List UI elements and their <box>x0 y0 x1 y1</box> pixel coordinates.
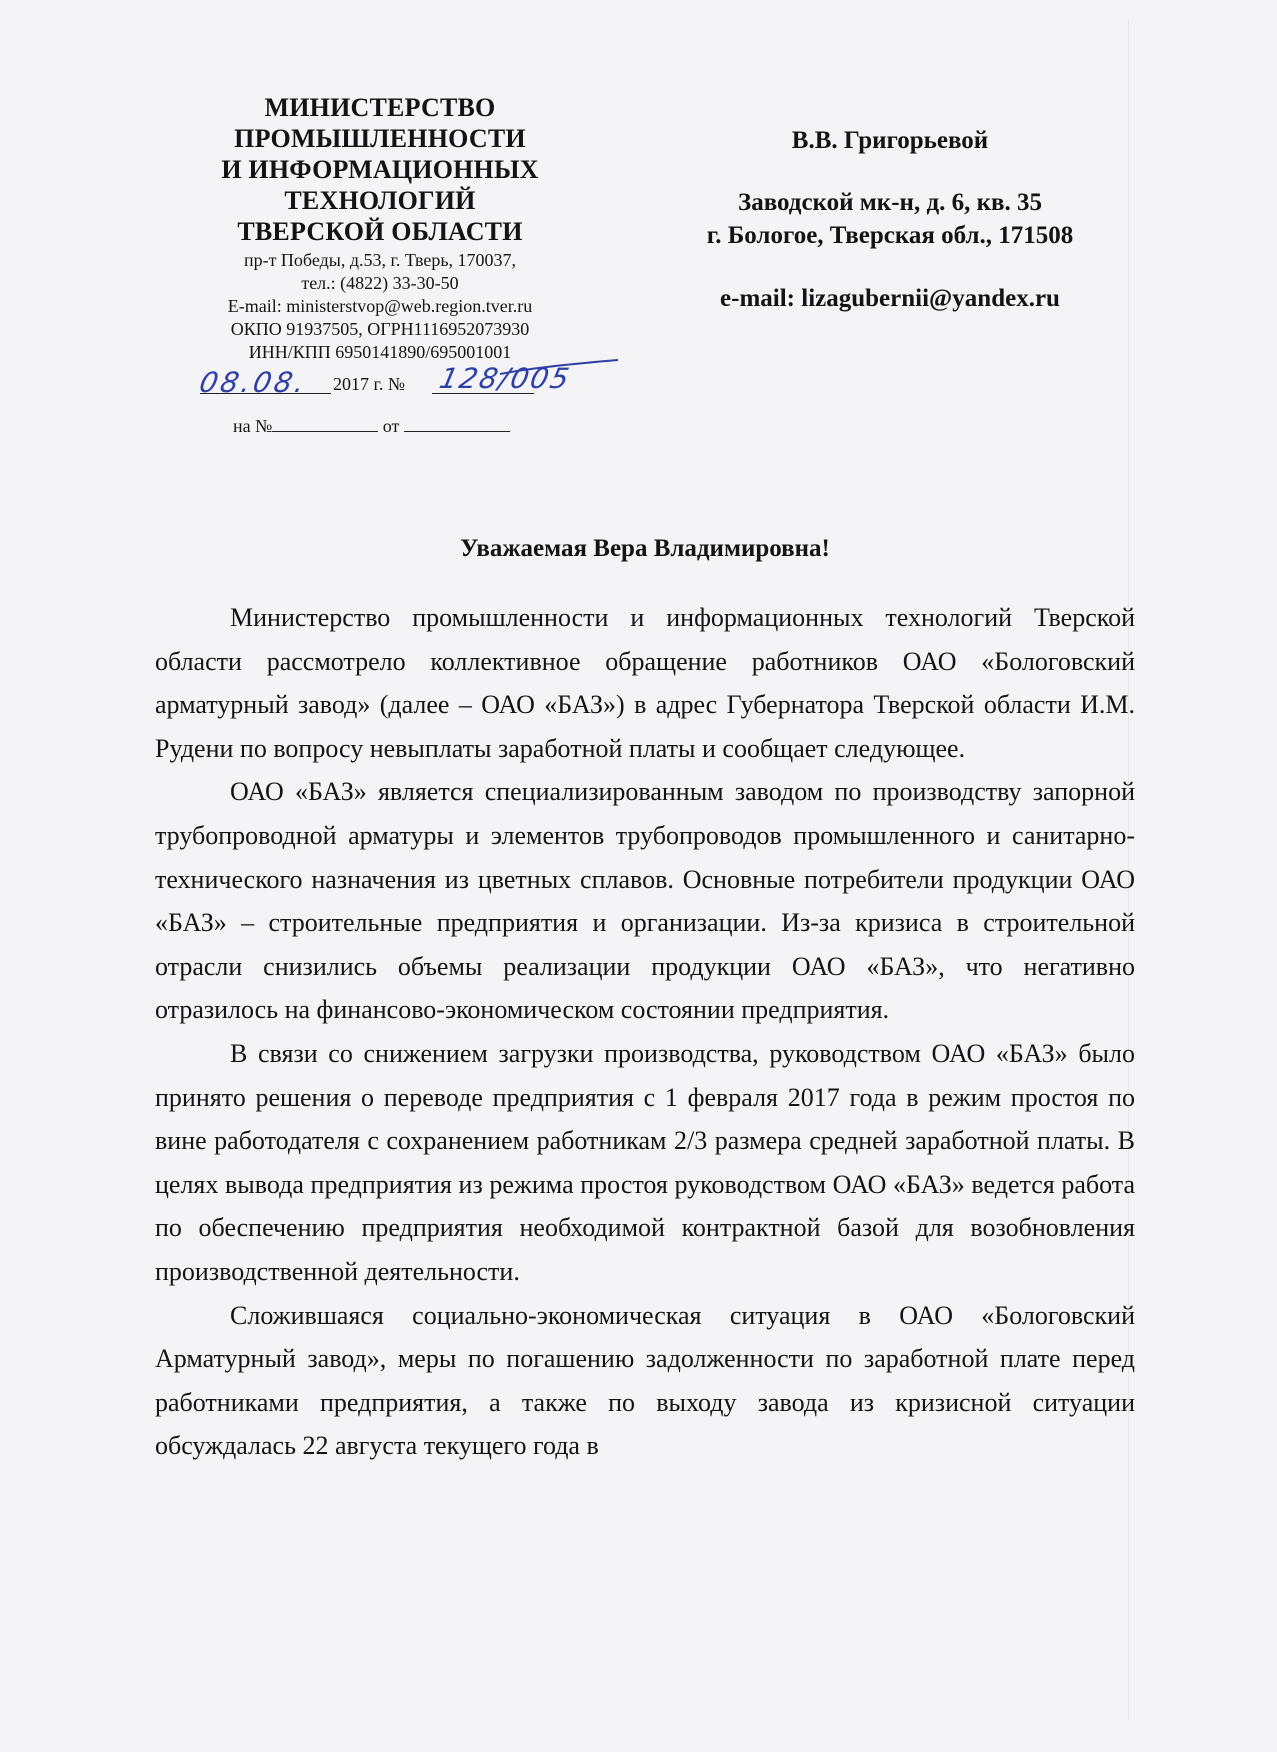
body-paragraph: В связи со снижением загрузки производства, руководством ОАО «БАЗ» было принято решения о переводе предприятия с 1 февраля 2017 года в режим простоя по вине работодателя с сохранением работникам 2/3 размера средней заработной платы. В целях вывода предприятия из режима простоя руководством ОАО «БАЗ» ведется работа по обеспечению предприятия необходимой контрактной базой для возобновления производственной деятельности. <box>155 1038 1135 1286</box>
reference-line <box>233 416 510 437</box>
ministry-contacts <box>170 249 590 364</box>
salutation: Уважаемая Вера Владимировна! <box>460 535 830 562</box>
reference-middle: от <box>378 416 404 436</box>
addressee-email: e-mail: lizagubernii@yandex.ru <box>720 285 1060 312</box>
outgoing-registration <box>196 362 600 406</box>
addressee-address <box>650 186 1130 252</box>
reference-prefix: на № <box>233 416 273 436</box>
addressee-name: В.В. Григорьевой <box>791 127 989 154</box>
ministry-line: ТВЕРСКОЙ ОБЛАСТИ <box>237 217 523 246</box>
contact-phone: тел.: (4822) 33-30-50 <box>301 273 459 293</box>
handwriting-flourish <box>200 348 620 408</box>
contact-address: пр-т Победы, д.53, г. Тверь, 170037, <box>243 250 517 270</box>
addressee-block <box>650 126 1130 314</box>
address-line: г. Бологое, Тверская обл., 171508 <box>706 222 1074 249</box>
reference-number-blank <box>272 417 378 432</box>
contact-okpo: ОКПО 91937505, ОГРН1116952073930 <box>230 319 530 339</box>
body-paragraph: ОАО «БАЗ» является специализированным заводом по производству запорной трубопроводной арматуры и элементов трубопроводов промышленного и санитарно-технического назначения из цветных сплавов. Основные потребители продукции ОАО «БАЗ» – строительные предприятия и организации. Из-за кризиса в строительной отрасли снизились объемы реализации продукции ОАО «БАЗ», что негативно отразилось на финансово-экономическом состоянии предприятия. <box>155 777 1135 1025</box>
letterhead <box>170 92 590 364</box>
ministry-line: И ИНФОРМАЦИОННЫХ <box>221 155 539 184</box>
letter-body <box>155 596 1135 1468</box>
contact-email: E-mail: ministerstvop@web.region.tver.ru <box>227 296 533 316</box>
reference-date-blank <box>404 417 510 432</box>
handwritten-date: 08.08. <box>196 366 311 399</box>
ministry-name <box>170 92 590 247</box>
ministry-line: ТЕХНОЛОГИЙ <box>284 186 476 215</box>
contact-inn: ИНН/КПП 6950141890/695001001 <box>248 342 512 362</box>
body-paragraph: Министерство промышленности и информационных технологий Тверской области рассмотрело коллективное обращение работников ОАО «Бологовский арматурный завод» (далее – ОАО «БАЗ») в адрес Губернатора Тверской области И.М. Рудени по вопросу невыплаты заработной платы и сообщает следующее. <box>155 603 1135 763</box>
handwritten-number: 128/005 <box>436 362 574 395</box>
ministry-line: ПРОМЫШЛЕННОСТИ <box>234 124 526 153</box>
outgoing-year: 2017 г. № <box>333 374 406 394</box>
body-paragraph: Сложившаяся социально-экономическая ситуация в ОАО «Бологовский Арматурный завод», меры по погашению задолженности по заработной плате перед работниками предприятия, а также по выходу завода из кризисной ситуации обсуждалась 22 августа текущего года в <box>155 1300 1135 1461</box>
ministry-line: МИНИСТЕРСТВО <box>264 93 496 122</box>
address-line: Заводской мк-н, д. 6, кв. 35 <box>738 189 1042 216</box>
